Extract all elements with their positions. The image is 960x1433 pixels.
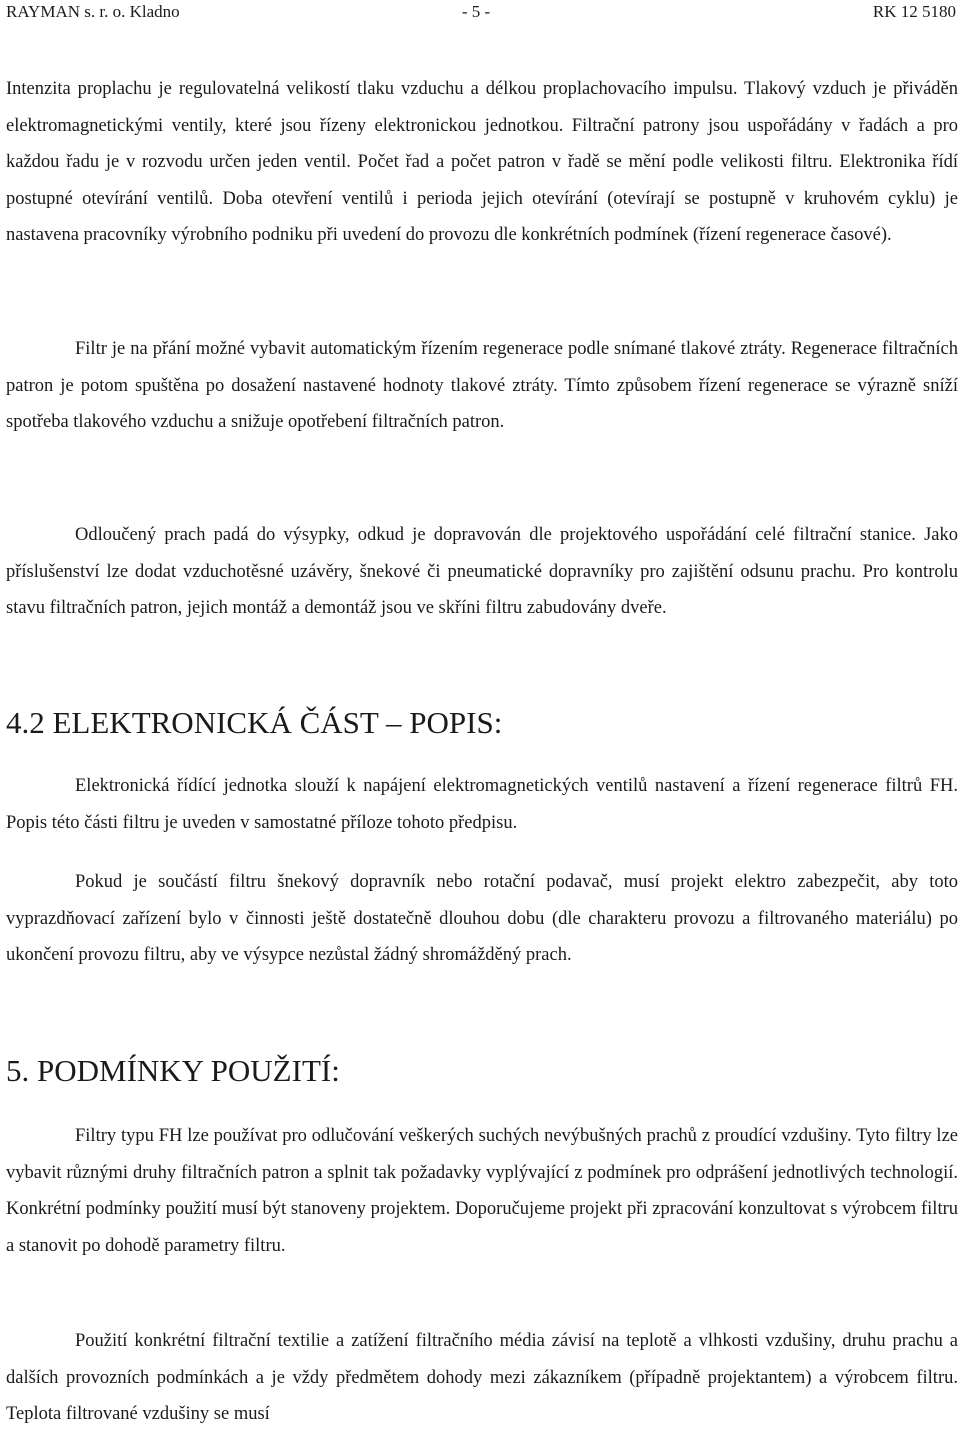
paragraph-dust-removal: Odloučený prach padá do výsypky, odkud je dopravován dle projektového uspořádání celé filtrační stanice. Jako příslušenství lze dodat vzduchotěsné uzávěry, šnekové či pneumatické dopravníky pro zajištění odsunu prachu. Pro kontrolu stavu filtračních patron, jejich montáž a demontáž jsou ve skříni filtru zabudovány dveře. [6,525,958,618]
page-number: - 5 - [461,2,491,21]
header-company: RAYMAN s. r. o. Kladno [6,2,180,21]
paragraph-pressure-control: Filtr je na přání možné vybavit automatickým řízením regenerace podle snímané tlakové ztráty. Regenerace filtračních patron je potom spuštěna po dosažení nastavené hodnoty tlakové ztráty. Tímto způsobem řízení regenerace se výrazně sníží spotřeba tlakového vzduchu a snižuje opotřebení filtračních patron. [6,339,958,432]
paragraph-control-unit: Elektronická řídící jednotka slouží k napájení elektromagnetických ventilů nastavení a řízení regenerace filtrů FH. Popis této části filtru je uveden v samostatné příloze tohoto předpisu. [6,776,958,833]
paragraph-filter-textile: Použití konkrétní filtrační textilie a zatížení filtračního média závisí na teplotě a vlhkosti vzdušiny, druhu prachu a dalších provozních podmínkách a je vždy předmětem dohody mezi zákazníkem (případně projektantem) a výrobcem filtru. Teplota filtrované vzdušiny se musí [6,1331,958,1424]
section-heading-4-2: 4.2 ELEKTRONICKÁ ČÁST – POPIS: [6,705,503,740]
paragraph-usage-conditions: Filtry typu FH lze používat pro odlučování veškerých suchých nevýbušných prachů z proudící vzdušiny. Tyto filtry lze vybavit různými druhy filtračních patron a splnit tak požadavky vyplývající z podmínek pro odprášení jednotlivých technologií. Konkrétní podmínky použití musí být stanoveny projektem. Doporučujeme projekt při zpracování konzultovat s výrobcem filtru a stanovit po dohodě parametry filtru. [6,1126,958,1256]
paragraph-screw-conveyor: Pokud je součástí filtru šnekový dopravník nebo rotační podavač, musí projekt elektro zabezpečit, aby toto vyprazdňovací zařízení bylo v činnosti ještě dostatečně dlouhou dobu (dle charakteru provozu a filtrovaného materiálu) po ukončení provozu filtru, aby ve výsypce nezůstal žádný shromážděný prach. [6,872,958,965]
section-heading-5: 5. PODMÍNKY POUŽITÍ: [6,1053,340,1088]
paragraph-regeneration-intro: Intenzita proplachu je regulovatelná velikostí tlaku vzduchu a délkou proplachovacího impulsu. Tlakový vzduch je přiváděn elektromagnetickými ventily, které jsou řízeny elektronickou jednotkou. Filtrační patrony jsou uspořádány v řadách a pro každou řadu je v rozvodu určen jeden ventil. Počet řad a počet patron v řadě se mění podle velikosti filtru. Elektronika řídí postupné otevírání ventilů. Doba otevření ventilů i perioda jejich otevírání (otevírají se postupně v kruhovém cyklu) je nastavena pracovníky výrobního podniku při uvedení do provozu dle konkrétních podmínek (řízení regenerace časové). [6,79,958,245]
page-header [6,0,958,24]
document-code: RK 12 5180 [872,2,956,21]
